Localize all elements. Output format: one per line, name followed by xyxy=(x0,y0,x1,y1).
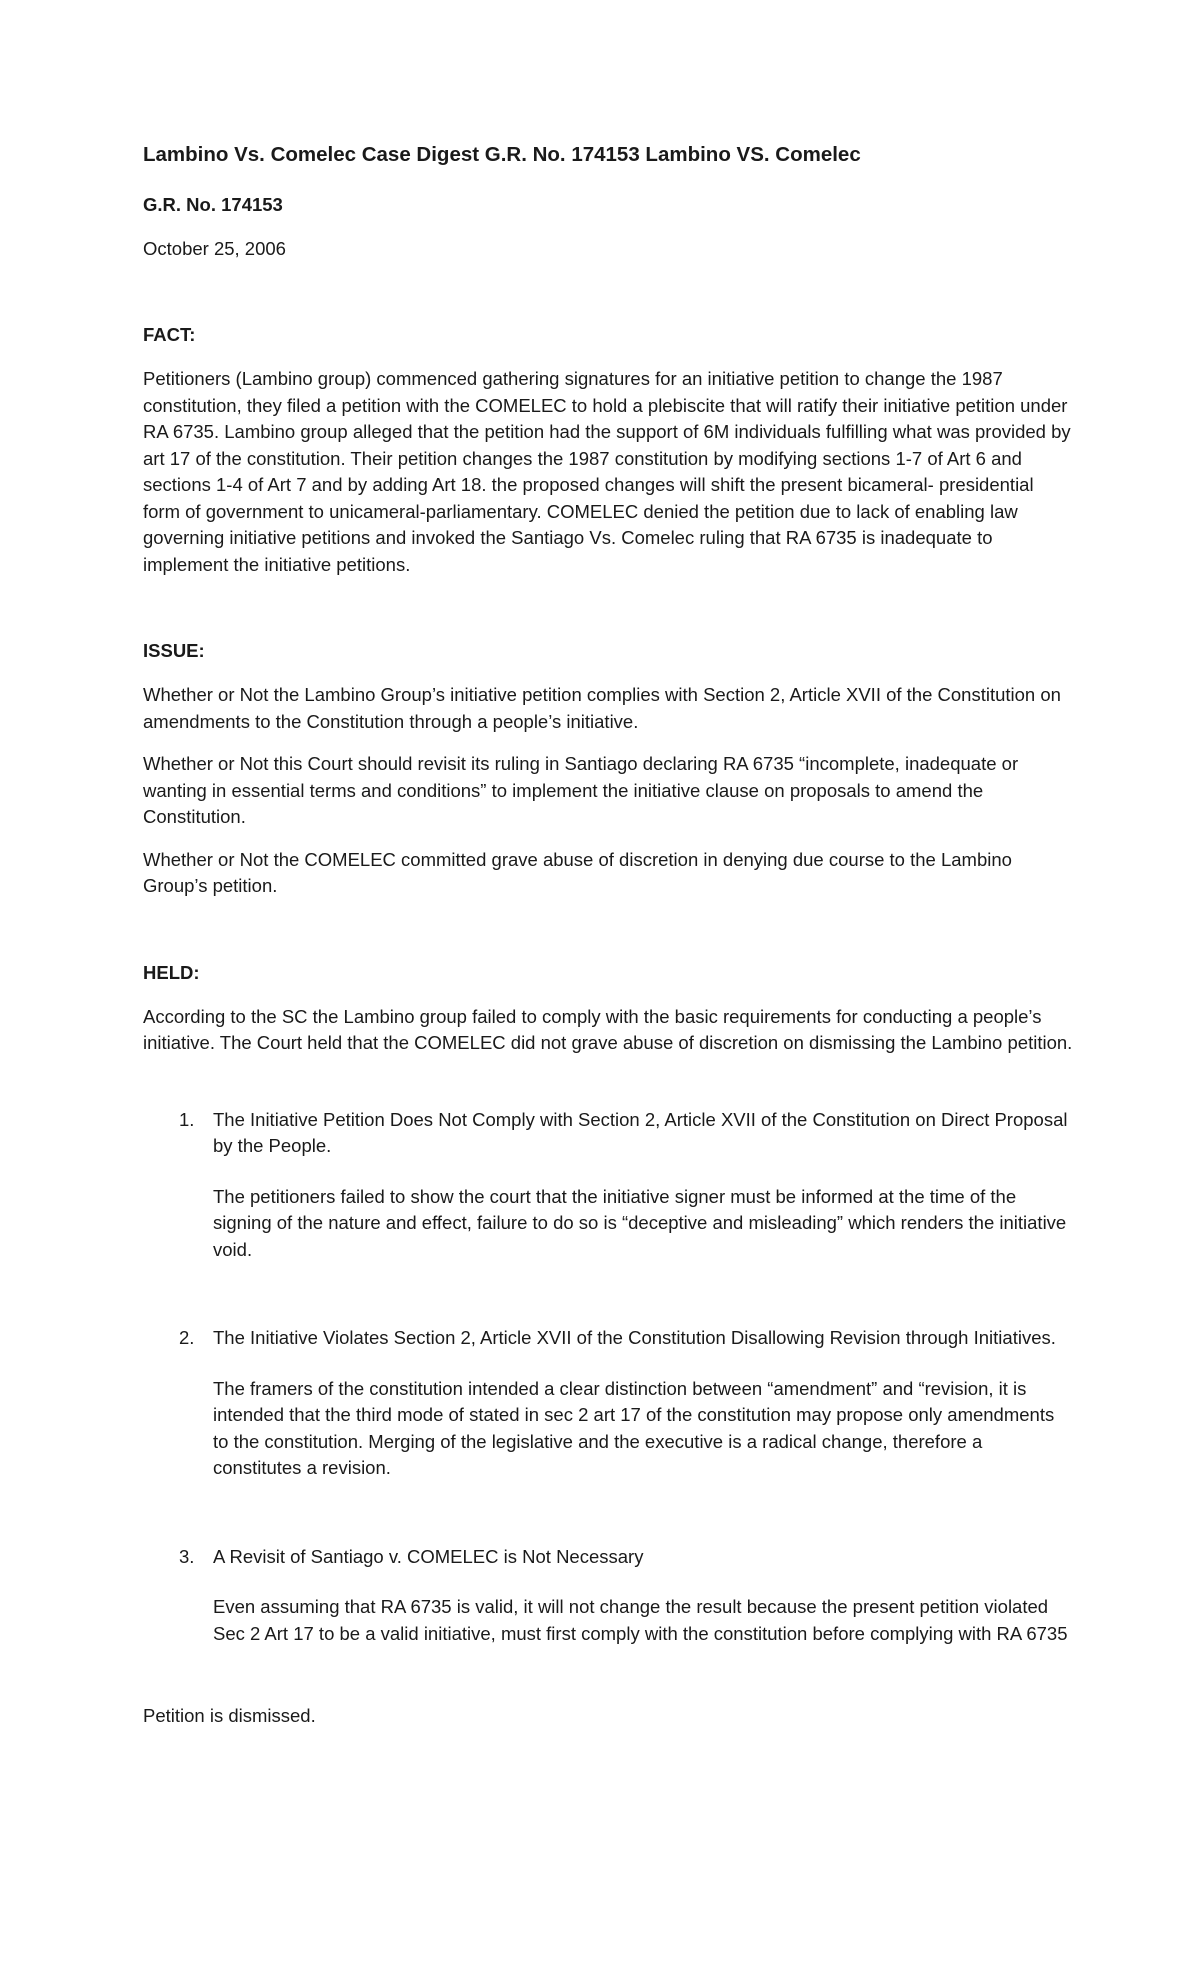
held-section xyxy=(143,960,1073,1730)
issue-item: Whether or Not the COMELEC committed grave abuse of discretion in denying due course to the Lambino Group’s petition. xyxy=(143,848,1012,896)
issue-heading: ISSUE: xyxy=(143,640,205,661)
ruling-point xyxy=(143,1325,1073,1482)
ruling-point-heading: A Revisit of Santiago v. COMELEC is Not Necessary xyxy=(213,1545,644,1567)
issue-item: Whether or Not the Lambino Group’s initiative petition complies with Section 2, Article XVII of the Constitution on amendments to the Constitution through a people’s initiative. xyxy=(143,684,1061,732)
held-heading: HELD: xyxy=(143,961,200,983)
fact-heading: FACT: xyxy=(143,324,196,345)
issue-item: Whether or Not this Court should revisit its ruling in Santiago declaring RA 6735 “incomplete, inadequate or wanting in essential terms and conditions” to implement the initiative clause on proposals to amend the Constitution. xyxy=(143,753,1019,827)
fact-paragraph: Petitioners (Lambino group) commenced gathering signatures for an initiative petition to change the 1987 constitution, they filed a petition with the COMELEC to hold a plebiscite that will ratify their initiative petition under RA 6735. Lambino group alleged that the petition had the support of 6M individuals fulfilling what was provided by art 17 of the constitution. Their petition changes the 1987 constitution by modifying sections 1-7 of Art 6 and sections 1-4 of Art 7 and by adding Art 18. the proposed changes will shift the present bicameral- presidential form of government to unicameral-parliamentary. COMELEC denied the petition due to lack of enabling law governing initiative petitions and invoked the Santiago Vs. Comelec ruling that RA 6735 is inadequate to implement the initiative petitions. xyxy=(143,368,1071,575)
document-title: Lambino Vs. Comelec Case Digest G.R. No. 174153 Lambino VS. Comelec xyxy=(143,143,861,166)
ruling-point-number: 3. xyxy=(179,1545,195,1567)
ruling-points-list xyxy=(143,1107,1073,1648)
ruling-point xyxy=(143,1107,1073,1264)
ruling-point-number: 2. xyxy=(179,1327,195,1348)
ruling-point xyxy=(143,1544,1073,1648)
fact-section xyxy=(143,322,1073,578)
ruling-point-number: 1. xyxy=(179,1108,195,1130)
conclusion: Petition is dismissed. xyxy=(143,1705,316,1726)
held-intro: According to the SC the Lambino group failed to comply with the basic requirements for conducting a people’s initiative. The Court held that the COMELEC did not grave abuse of discretion on dismissing the Lambino petition. xyxy=(143,1005,1073,1053)
ruling-point-heading: The Initiative Petition Does Not Comply with Section 2, Article XVII of the Constitution on Direct Proposal by the People. xyxy=(213,1108,1068,1156)
ruling-point-body: The framers of the constitution intended a clear distinction between “amendment” and “revision, it is intended that the third mode of stated in sec 2 art 17 of the constitution may propose only amendments to the constitution. Merging of the legislative and the executive is a radical change, therefore a constitutes a revision. xyxy=(213,1377,1055,1478)
issue-section xyxy=(143,638,1073,900)
ruling-point-heading: The Initiative Violates Section 2, Article XVII of the Constitution Disallowing Revision through Initiatives. xyxy=(213,1327,1056,1348)
document-page xyxy=(143,140,1073,1730)
decision-date: October 25, 2006 xyxy=(143,238,286,259)
gr-number: G.R. No. 174153 xyxy=(143,194,283,215)
ruling-point-body: Even assuming that RA 6735 is valid, it will not change the result because the present petition violated Sec 2 Art 17 to be a valid initiative, must first comply with the constitution before complying with RA 6735 xyxy=(213,1596,1068,1644)
ruling-point-body: The petitioners failed to show the court that the initiative signer must be informed at the time of the signing of the nature and effect, failure to do so is “deceptive and misleading” which renders the initiative void. xyxy=(213,1185,1067,1260)
